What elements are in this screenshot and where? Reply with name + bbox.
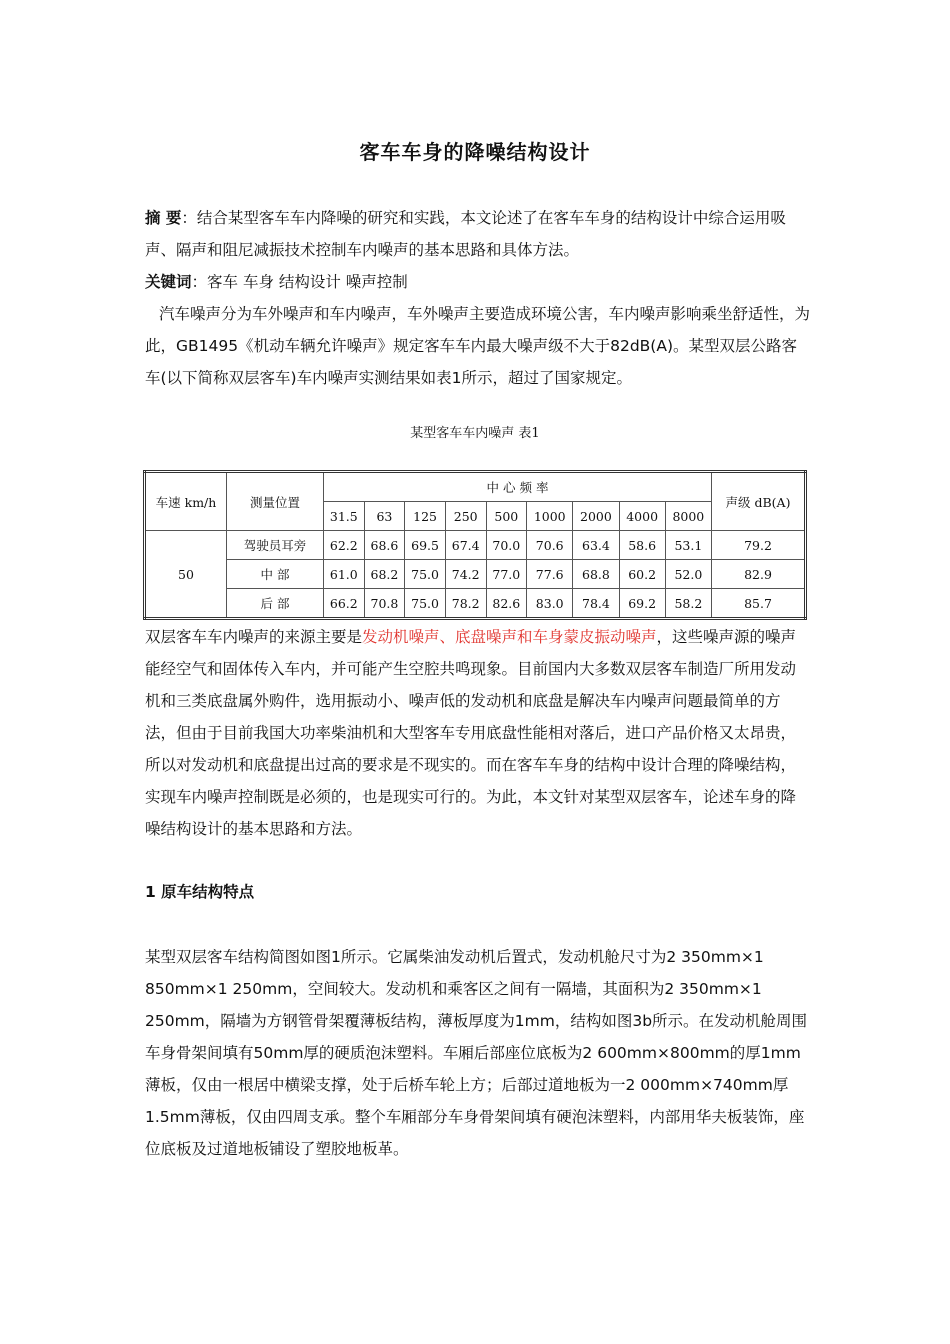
freq-cell: 1000 — [527, 502, 573, 531]
frequency-header: 中 心 频 率 — [324, 472, 712, 502]
section1-paragraph: 某型双层客车结构简图如图1所示。它属柴油发动机后置式，发动机舱尺寸为2 350mm×1 850mm×1 250mm，空间较大。发动机和乘客区之间有一隔墙，其面积为2 350mm×1 250mm，隔墙为方钢管骨架覆薄板结构，薄板厚度为1mm，结构如图3b所示。在发动机舱周围车身骨架间填有50mm厚的硬质泡沫塑料。车厢后部座位底板为2 600mm×800mm的厚1mm薄板，仅由一根居中横梁支撑，处于后桥车轮上方；后部过道地板为一2 000mm×740mm厚1.5mm薄板，仅由四周支承。整个车厢部分车身骨架间填有硬泡沫塑料，内部用华夫板装饰，座位底板及过道地板铺设了塑胶地板革。 — [145, 948, 808, 1158]
freq-cell: 125 — [405, 502, 446, 531]
abstract-text: ：结合某型客车车内降噪的研究和实践，本文论述了在客车车身的结构设计中综合运用吸声、隔声和阻尼减振技术控制车内噪声的基本思路和具体方法。 — [145, 209, 786, 259]
intro-paragraph: 汽车噪声分为车外噪声和车内噪声，车外噪声主要造成环境公害，车内噪声影响乘坐舒适性，为此，GB1495《机动车辆允许噪声》规定客车车内最大噪声级不大于82dB(A)。某型双层公路客车(以下简称双层客车)车内噪声实测结果如表1所示，超过了国家规定。 — [145, 305, 811, 387]
table-row — [145, 589, 806, 619]
position-cell: 中 部 — [227, 560, 324, 589]
value-cell: 69.5 — [405, 531, 446, 560]
value-cell: 74.2 — [445, 560, 486, 589]
abstract-paragraph — [145, 202, 810, 266]
value-cell: 78.2 — [445, 589, 486, 619]
value-cell: 82.6 — [486, 589, 527, 619]
value-cell: 68.8 — [573, 560, 619, 589]
freq-cell: 250 — [445, 502, 486, 531]
value-cell: 66.2 — [324, 589, 365, 619]
value-cell: 78.4 — [573, 589, 619, 619]
table-caption: 某型客车车内噪声 表1 — [410, 426, 540, 441]
value-cell: 77.0 — [486, 560, 527, 589]
value-cell: 70.0 — [486, 531, 527, 560]
freq-cell: 2000 — [573, 502, 619, 531]
freq-cell: 500 — [486, 502, 527, 531]
table-row — [145, 531, 806, 560]
value-cell: 58.2 — [665, 589, 711, 619]
page-title: 客车车身的降噪结构设计 — [359, 140, 591, 164]
noise-source-highlight: 发动机噪声、底盘噪声和车身蒙皮振动噪声 — [362, 628, 657, 646]
value-cell: 70.6 — [527, 531, 573, 560]
abstract-label: 摘 要 — [145, 209, 182, 227]
speed-header: 车速 km/h — [145, 472, 227, 531]
freq-cell: 63 — [364, 502, 405, 531]
value-cell: 77.6 — [527, 560, 573, 589]
level-header: 声级 dB(A) — [712, 472, 806, 531]
value-cell: 52.0 — [665, 560, 711, 589]
value-cell: 68.6 — [364, 531, 405, 560]
position-header: 测量位置 — [227, 472, 324, 531]
noise-table — [143, 470, 807, 620]
value-cell: 68.2 — [364, 560, 405, 589]
value-cell: 58.6 — [619, 531, 665, 560]
value-cell: 75.0 — [405, 589, 446, 619]
value-cell: 62.2 — [324, 531, 365, 560]
section-heading: 1 原车结构特点 — [145, 883, 255, 901]
keywords-text: ：客车 车身 结构设计 噪声控制 — [191, 273, 408, 291]
value-cell: 60.2 — [619, 560, 665, 589]
noise-source-text: 双层客车车内噪声的来源主要是 — [145, 628, 363, 646]
speed-cell: 50 — [145, 531, 227, 619]
value-cell: 67.4 — [445, 531, 486, 560]
freq-cell: 8000 — [665, 502, 711, 531]
freq-cell: 31.5 — [324, 502, 365, 531]
position-cell: 驾驶员耳旁 — [227, 531, 324, 560]
table-row — [145, 560, 806, 589]
keywords-paragraph — [145, 266, 810, 298]
value-cell: 75.0 — [405, 560, 446, 589]
value-cell: 70.8 — [364, 589, 405, 619]
value-cell: 63.4 — [573, 531, 619, 560]
level-cell: 79.2 — [712, 531, 806, 560]
level-cell: 85.7 — [712, 589, 806, 619]
value-cell: 53.1 — [665, 531, 711, 560]
value-cell: 61.0 — [324, 560, 365, 589]
noise-source-paragraph — [145, 621, 810, 845]
value-cell: 69.2 — [619, 589, 665, 619]
level-cell: 82.9 — [712, 560, 806, 589]
keywords-label: 关键词 — [145, 273, 192, 291]
position-cell: 后 部 — [227, 589, 324, 619]
value-cell: 83.0 — [527, 589, 573, 619]
freq-cell: 4000 — [619, 502, 665, 531]
noise-source-rest: ，这些噪声源的噪声能经空气和固体传入车内，并可能产生空腔共鸣现象。目前国内大多数双层客车制造厂所用发动机和三类底盘属外购件，选用振动小、噪声低的发动机和底盘是解决车内噪声问题最简单的方法，但由于目前我国大功率柴油机和大型客车专用底盘性能相对落后，进口产品价格又太昂贵，所以对发动机和底盘提出过高的要求是不现实的。而在客车车身的结构中设计合理的降噪结构，实现车内噪声控制既是必须的，也是现实可行的。为此，本文针对某型双层客车，论述车身的降噪结构设计的基本思路和方法。 — [145, 628, 797, 838]
